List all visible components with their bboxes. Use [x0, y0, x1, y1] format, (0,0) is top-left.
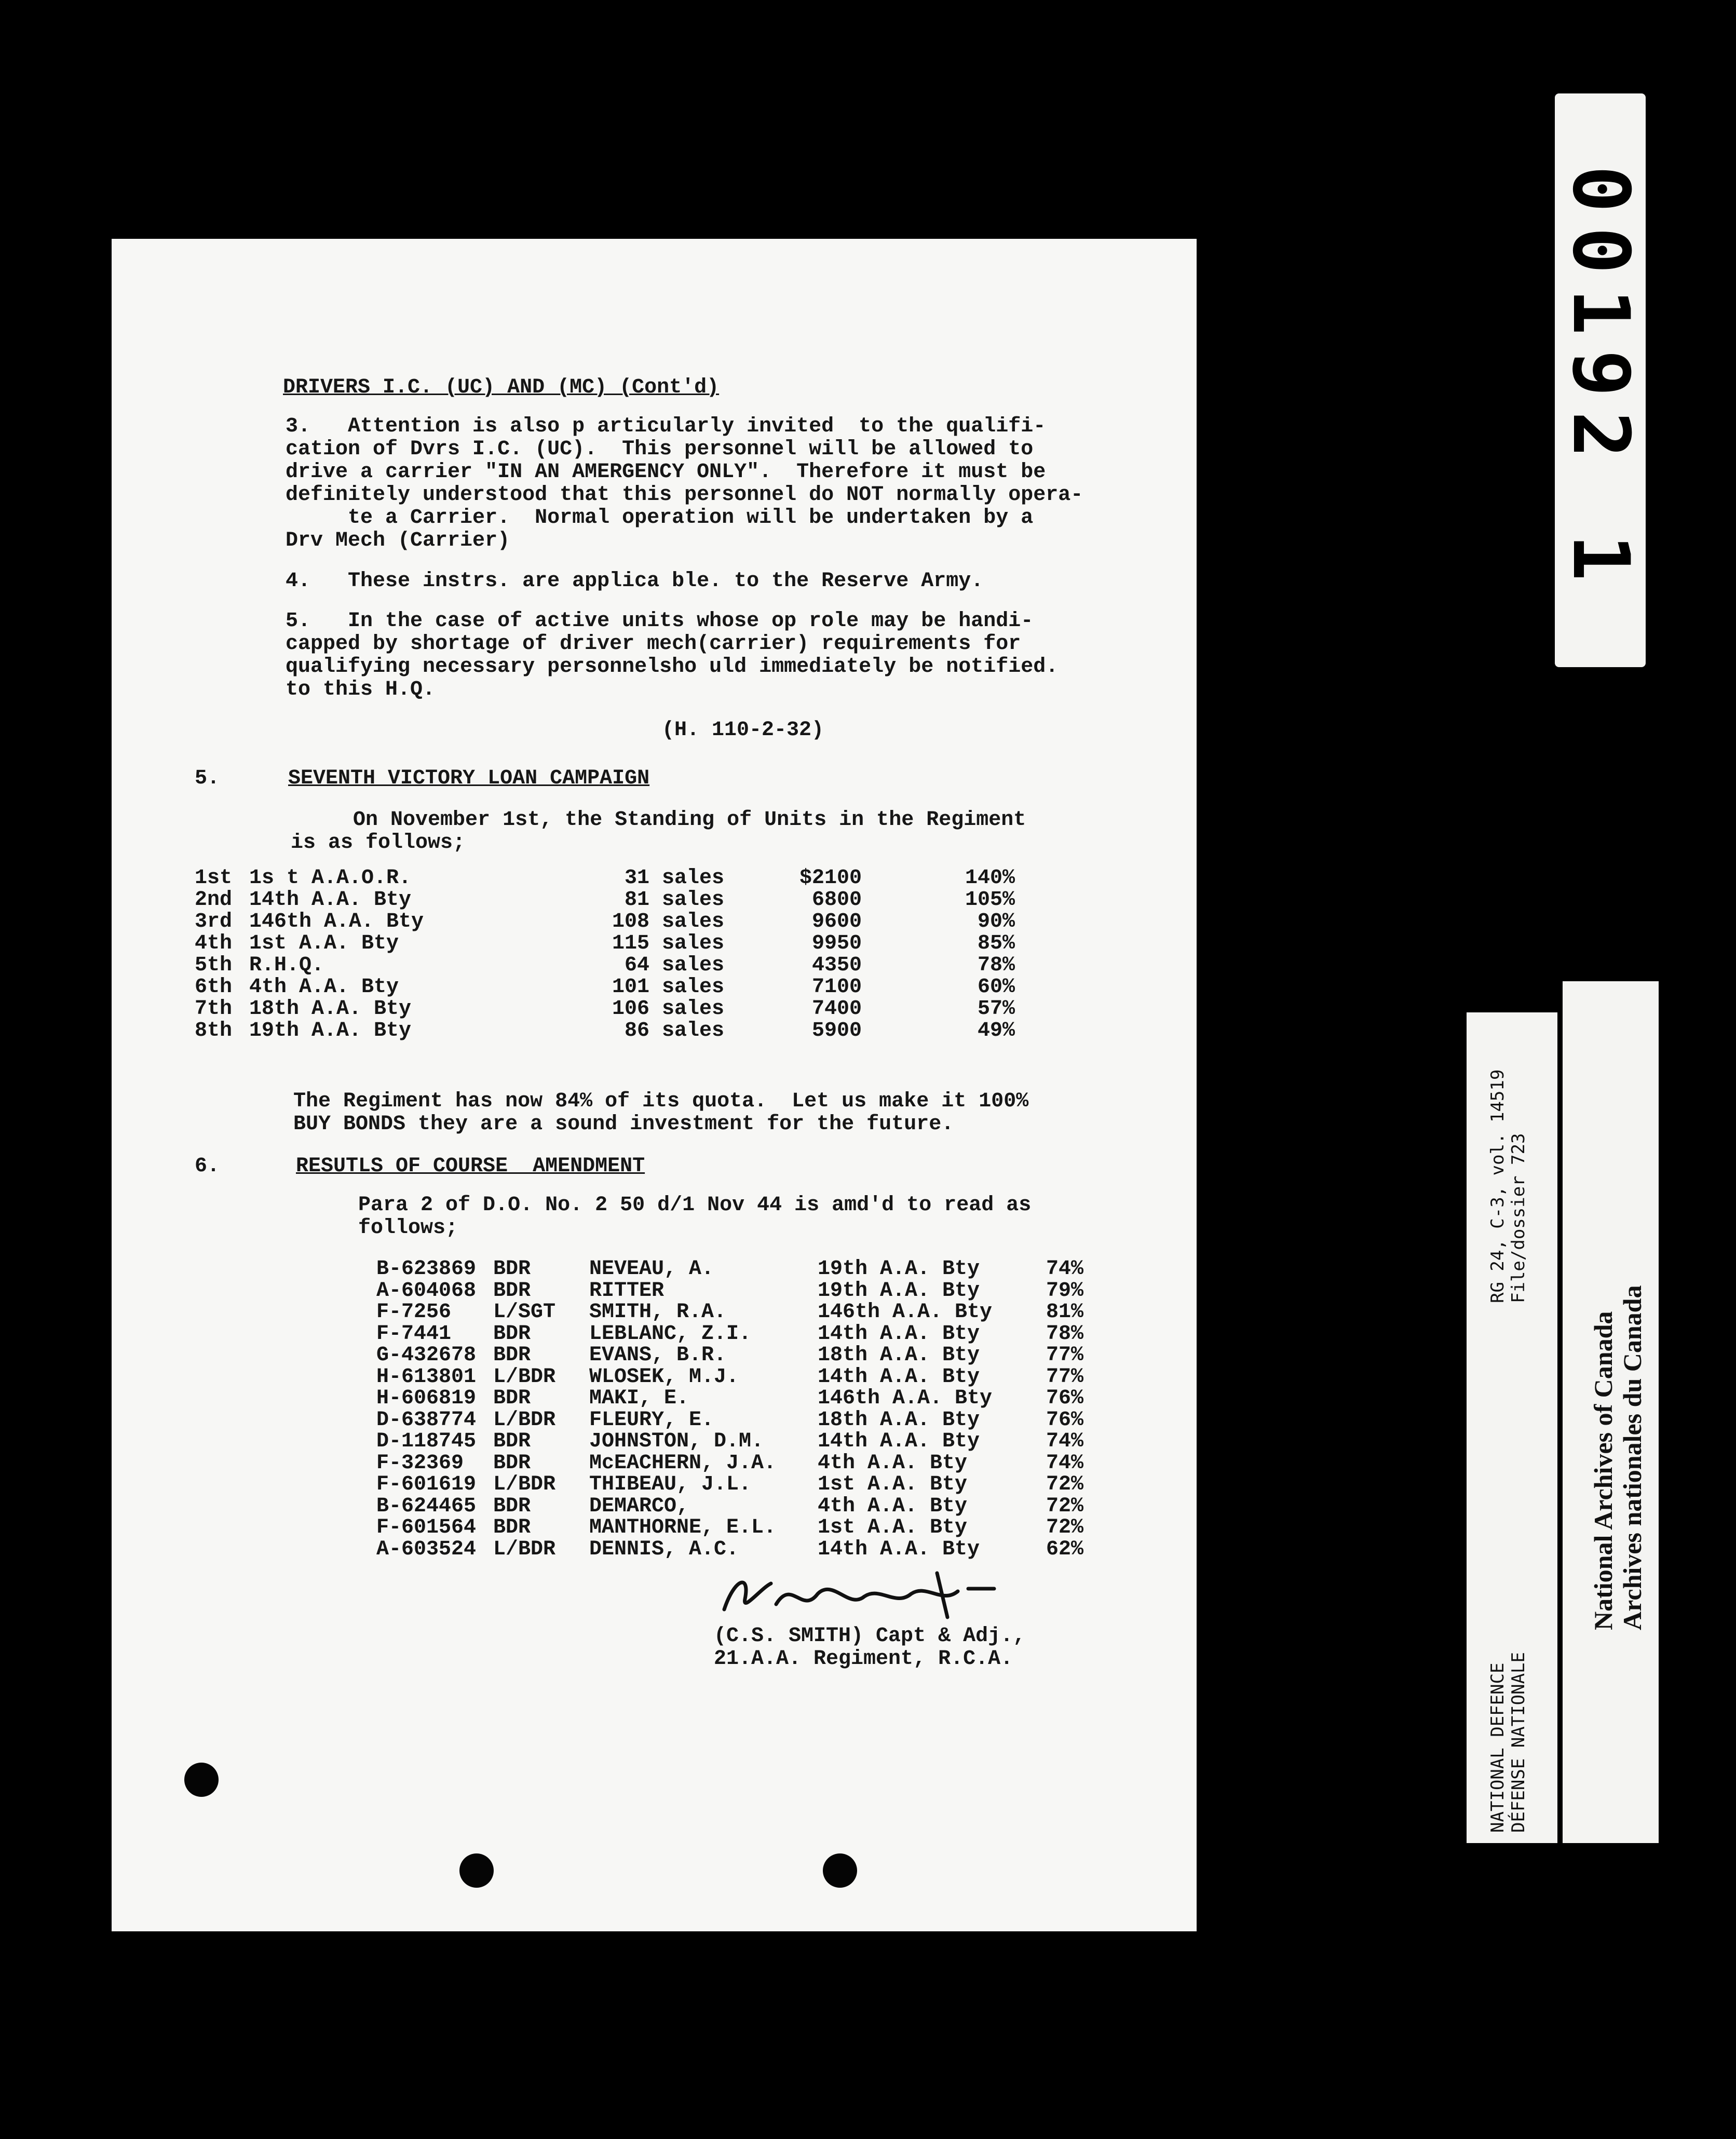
result-score: 76% [1046, 1387, 1084, 1410]
result-rank: BDR [493, 1279, 531, 1303]
reference-number: (H. 110-2-32) [662, 719, 824, 742]
result-score: 76% [1046, 1409, 1084, 1432]
result-score: 79% [1046, 1279, 1084, 1303]
result-name: JOHNSTON, D.M. [589, 1430, 764, 1453]
section6-number: 6. [195, 1155, 220, 1178]
para3-line-4: definitely understood that this personnel do NOT normally opera- [286, 483, 1083, 507]
archives-label [1563, 981, 1659, 1843]
result-unit: 19th A.A. Bty [818, 1279, 980, 1303]
result-score: 74% [1046, 1452, 1084, 1475]
result-rank: BDR [493, 1387, 531, 1410]
result-service-number: H-613801 [376, 1365, 477, 1389]
loan-percent: 140% [965, 867, 1015, 890]
quota-line-1: The Regiment has now 84% of its quota. Let us make it 100% [293, 1090, 1029, 1113]
loan-amount: 9950 [811, 932, 862, 955]
result-service-number: F-32369 [376, 1452, 464, 1475]
result-name: RITTER [589, 1279, 664, 1303]
result-rank: BDR [493, 1257, 531, 1281]
result-service-number: B-623869 [376, 1257, 477, 1281]
result-name: THIBEAU, J.L. [589, 1473, 752, 1496]
section6-intro-line-2: follows; [296, 1216, 458, 1240]
loan-percent: 49% [977, 1019, 1015, 1043]
result-name: LEBLANC, Z.I. [589, 1322, 752, 1346]
loan-rank: 1st [195, 867, 233, 890]
result-score: 72% [1046, 1516, 1084, 1539]
loan-amount: $2100 [799, 867, 862, 890]
quota-line-2: BUY BONDS they are a sound investment for the future. [293, 1113, 954, 1136]
loan-amount: 7100 [811, 976, 862, 999]
loan-rank: 7th [195, 997, 233, 1021]
punch-hole-bottom-left [459, 1853, 494, 1888]
result-score: 81% [1046, 1301, 1084, 1324]
para5-line-3: qualifying necessary personnelsho uld immediately be notified. [286, 655, 1059, 679]
result-rank: BDR [493, 1322, 531, 1346]
document-page [112, 239, 1197, 1931]
record-group-line-2: File/dossier 723 [1508, 1133, 1529, 1303]
loan-percent: 60% [977, 976, 1015, 999]
loan-unit: 14th A.A. Bty [249, 888, 412, 912]
loan-percent: 105% [965, 888, 1015, 912]
section6-intro-line-1: Para 2 of D.O. No. 2 50 d/1 Nov 44 is amd'd to read as [296, 1194, 1032, 1217]
result-name: DEMARCO, [589, 1495, 689, 1518]
result-name: DENNIS, A.C. [589, 1538, 739, 1561]
result-service-number: A-603524 [376, 1538, 477, 1561]
para4-text: 4. These instrs. are applica ble. to the Reserve Army. [286, 570, 984, 593]
para5-line-2: capped by shortage of driver mech(carrier) requirements for [286, 632, 1021, 656]
result-name: MANTHORNE, E.L. [589, 1516, 777, 1539]
result-rank: L/BDR [493, 1538, 556, 1561]
result-unit: 14th A.A. Bty [818, 1365, 980, 1389]
loan-sales: 106 sales [612, 997, 724, 1021]
loan-sales: 108 sales [612, 910, 724, 933]
result-unit: 18th A.A. Bty [818, 1409, 980, 1432]
result-rank: BDR [493, 1452, 531, 1475]
result-name: NEVEAU, A. [589, 1257, 714, 1281]
result-unit: 4th A.A. Bty [818, 1495, 968, 1518]
record-group-block [1487, 1070, 1529, 1303]
loan-unit: 18th A.A. Bty [249, 997, 412, 1021]
loan-unit: 1s t A.A.O.R. [249, 867, 412, 890]
result-service-number: F-7441 [376, 1322, 452, 1346]
loan-sales: 115 sales [612, 932, 724, 955]
section5-heading: SEVENTH VICTORY LOAN CAMPAIGN [288, 767, 650, 790]
reference-label [1467, 1012, 1557, 1843]
result-name: McEACHERN, J.A. [589, 1452, 777, 1475]
result-rank: BDR [493, 1344, 531, 1367]
department-line-1: NATIONAL DEFENCE [1487, 1662, 1508, 1833]
result-unit: 14th A.A. Bty [818, 1430, 980, 1453]
loan-rank: 4th [195, 932, 233, 955]
archives-name-fr: Archives nationales du Canada [1618, 1285, 1647, 1630]
result-rank: BDR [493, 1430, 531, 1453]
result-service-number: D-118745 [376, 1430, 477, 1453]
loan-rank: 5th [195, 954, 233, 977]
result-service-number: F-601564 [376, 1516, 477, 1539]
result-rank: BDR [493, 1516, 531, 1539]
para3-line-5: te a Carrier. Normal operation will be undertaken by a [286, 506, 1034, 530]
loan-unit: 19th A.A. Bty [249, 1019, 412, 1043]
result-unit: 1st A.A. Bty [818, 1473, 968, 1496]
result-name: MAKI, E. [589, 1387, 689, 1410]
result-unit: 146th A.A. Bty [818, 1387, 993, 1410]
loan-amount: 9600 [811, 910, 862, 933]
loan-sales: 101 sales [612, 976, 724, 999]
result-rank: L/BDR [493, 1409, 556, 1432]
loan-amount: 4350 [811, 954, 862, 977]
section5-intro-line-2: is as follows; [291, 831, 466, 855]
para5-line-4: to this H.Q. [286, 678, 436, 701]
result-service-number: G-432678 [376, 1344, 477, 1367]
punch-hole-left [184, 1763, 219, 1797]
result-service-number: F-601619 [376, 1473, 477, 1496]
punch-hole-bottom-right [823, 1853, 857, 1888]
department-block [1487, 1652, 1529, 1833]
result-name: FLEURY, E. [589, 1409, 714, 1432]
loan-rank: 6th [195, 976, 233, 999]
loan-sales: 64 sales [624, 954, 724, 977]
result-service-number: D-638774 [376, 1409, 477, 1432]
archives-name-en: National Archives of Canada [1589, 1311, 1618, 1630]
result-name: WLOSEK, M.J. [589, 1365, 739, 1389]
result-score: 72% [1046, 1495, 1084, 1518]
loan-amount: 6800 [811, 888, 862, 912]
result-unit: 4th A.A. Bty [818, 1452, 968, 1475]
loan-sales: 31 sales [624, 867, 724, 890]
signoff-line-2: 21.A.A. Regiment, R.C.A. [714, 1647, 1013, 1671]
loan-rank: 2nd [195, 888, 233, 912]
result-name: EVANS, B.R. [589, 1344, 727, 1367]
result-unit: 14th A.A. Bty [818, 1322, 980, 1346]
loan-percent: 85% [977, 932, 1015, 955]
section5-intro-line-1: On November 1st, the Standing of Units in the Regiment [291, 808, 1026, 832]
para3-line-6: Drv Mech (Carrier) [286, 529, 510, 552]
result-service-number: B-624465 [376, 1495, 477, 1518]
signature-image [714, 1568, 1005, 1625]
result-unit: 14th A.A. Bty [818, 1538, 980, 1561]
result-service-number: A-604068 [376, 1279, 477, 1303]
loan-sales: 81 sales [624, 888, 724, 912]
para3-line-3: drive a carrier "IN AN AMERGENCY ONLY". Therefore it must be [286, 461, 1046, 484]
section6-heading: RESUTLS OF COURSE AMENDMENT [296, 1155, 645, 1178]
file-number: 00192 1 [1555, 165, 1646, 595]
loan-percent: 78% [977, 954, 1015, 977]
result-unit: 146th A.A. Bty [818, 1301, 993, 1324]
result-score: 74% [1046, 1257, 1084, 1281]
loan-rank: 8th [195, 1019, 233, 1043]
section5-number: 5. [195, 767, 220, 790]
loan-amount: 5900 [811, 1019, 862, 1043]
loan-sales: 86 sales [624, 1019, 724, 1043]
result-service-number: H-606819 [376, 1387, 477, 1410]
result-rank: BDR [493, 1495, 531, 1518]
result-score: 62% [1046, 1538, 1084, 1561]
result-score: 77% [1046, 1365, 1084, 1389]
result-score: 78% [1046, 1322, 1084, 1346]
signoff-line-1: (C.S. SMITH) Capt & Adj., [714, 1624, 1026, 1648]
result-rank: L/BDR [493, 1473, 556, 1496]
result-rank: L/SGT [493, 1301, 556, 1324]
loan-unit: 1st A.A. Bty [249, 932, 399, 955]
loan-percent: 57% [977, 997, 1015, 1021]
loan-rank: 3rd [195, 910, 233, 933]
result-unit: 1st A.A. Bty [818, 1516, 968, 1539]
loan-amount: 7400 [811, 997, 862, 1021]
para3-line-2: cation of Dvrs I.C. (UC). This personnel will be allowed to [286, 438, 1034, 461]
department-line-2: DÉFENSE NATIONALE [1508, 1652, 1529, 1833]
para3-line-1: 3. Attention is also p articularly invited to the qualifi- [286, 415, 1046, 438]
section-heading-drivers: DRIVERS I.C. (UC) AND (MC) (Cont'd) [283, 376, 720, 399]
record-group-line-1: RG 24, C-3, vol. 14519 [1487, 1069, 1508, 1303]
result-score: 77% [1046, 1344, 1084, 1367]
result-rank: L/BDR [493, 1365, 556, 1389]
result-unit: 19th A.A. Bty [818, 1257, 980, 1281]
result-score: 72% [1046, 1473, 1084, 1496]
loan-percent: 90% [977, 910, 1015, 933]
result-unit: 18th A.A. Bty [818, 1344, 980, 1367]
archives-name-block [1589, 1285, 1647, 1630]
result-service-number: F-7256 [376, 1301, 452, 1324]
file-number-strip [1555, 93, 1646, 667]
result-name: SMITH, R.A. [589, 1301, 727, 1324]
para5-line-1: 5. In the case of active units whose op role may be handi- [286, 610, 1034, 633]
loan-unit: 146th A.A. Bty [249, 910, 424, 933]
loan-unit: R.H.Q. [249, 954, 324, 977]
loan-unit: 4th A.A. Bty [249, 976, 399, 999]
result-score: 74% [1046, 1430, 1084, 1453]
